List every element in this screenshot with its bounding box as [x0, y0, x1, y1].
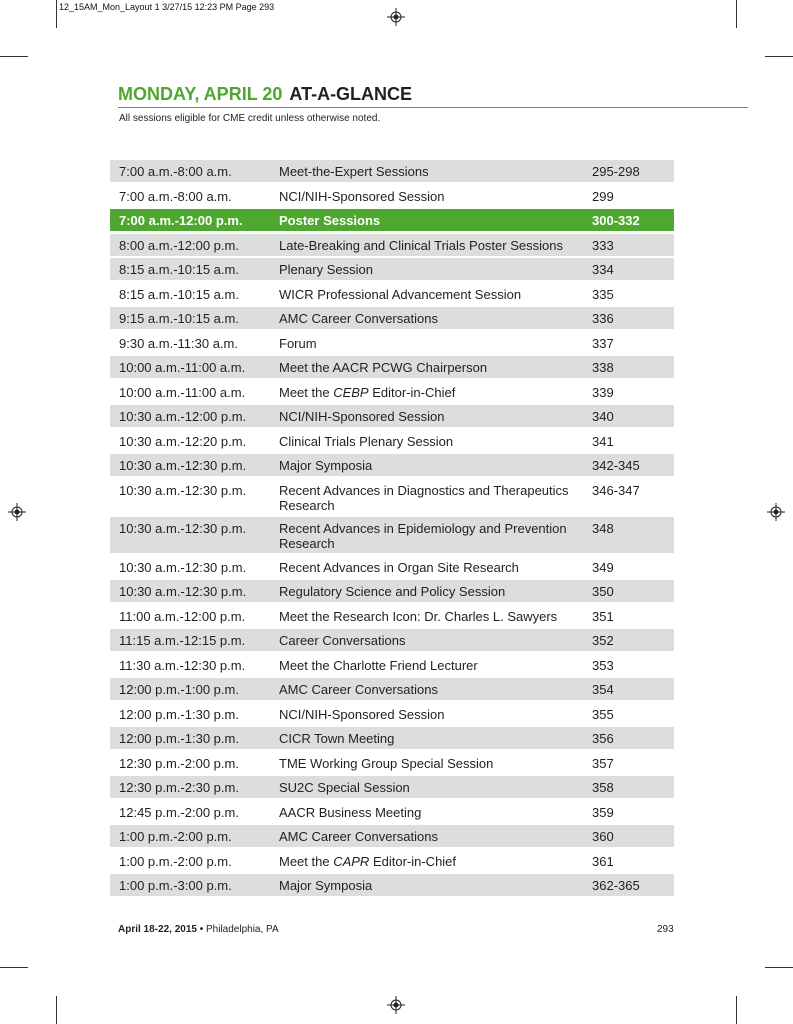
session-pages: 338: [592, 360, 614, 375]
session-time: 1:00 p.m.-2:00 p.m.: [119, 853, 232, 869]
session-title: AACR Business Meeting: [279, 804, 422, 820]
session-title: Major Symposia: [279, 878, 373, 893]
session-pages: 355: [592, 706, 614, 722]
crop-mark: [56, 0, 57, 28]
session-pages: 352: [592, 633, 614, 648]
session-time: 7:00 a.m.-12:00 p.m.: [119, 213, 243, 228]
table-row: [110, 727, 674, 749]
session-time: 10:30 a.m.-12:30 p.m.: [119, 482, 247, 498]
session-title-suffix: Editor-in-Chief: [368, 384, 456, 400]
session-time: 12:00 p.m.-1:30 p.m.: [119, 731, 239, 746]
table-row: [110, 381, 674, 403]
registration-mark-icon: [767, 503, 785, 521]
session-title: Poster Sessions: [279, 213, 381, 228]
session-time: 7:00 a.m.-8:00 a.m.: [119, 188, 232, 204]
session-time: 12:00 p.m.-1:30 p.m.: [119, 706, 239, 722]
table-row: [110, 678, 674, 700]
session-title: NCI/NIH-Sponsored Session: [279, 188, 445, 204]
table-row: [110, 258, 674, 280]
session-pages: 335: [592, 286, 614, 302]
table-row: [110, 430, 674, 452]
session-title: Career Conversations: [279, 633, 406, 648]
table-row: [110, 605, 674, 627]
table-row: [110, 283, 674, 305]
session-title: Plenary Session: [279, 262, 373, 277]
page-title-suffix: AT-A-GLANCE: [289, 84, 413, 104]
table-row: [110, 332, 674, 354]
crop-mark: [765, 967, 793, 968]
session-pages: 299: [592, 188, 614, 204]
session-title: Clinical Trials Plenary Session: [279, 433, 454, 449]
session-time: 11:30 a.m.-12:30 p.m.: [119, 657, 246, 673]
session-time: 12:30 p.m.-2:30 p.m.: [119, 780, 239, 795]
session-pages: 337: [592, 335, 614, 351]
session-title: CICR Town Meeting: [279, 731, 395, 746]
session-pages: 350: [592, 584, 614, 599]
session-pages: 346-347: [592, 482, 640, 498]
table-row: [110, 185, 674, 207]
session-title: AMC Career Conversations: [279, 311, 438, 326]
session-time: 10:30 a.m.-12:30 p.m.: [119, 458, 247, 473]
session-time: 10:00 a.m.-11:00 a.m.: [119, 384, 246, 400]
page-subtitle: All sessions eligible for CME credit unless otherwise noted.: [119, 113, 381, 124]
table-row: [110, 479, 674, 515]
session-title: [279, 854, 592, 869]
session-title: NCI/NIH-Sponsored Session: [279, 706, 445, 722]
registration-mark-icon: [8, 503, 26, 521]
table-row: [110, 307, 674, 329]
session-title: Recent Advances in Epidemiology and Prevention Research: [279, 521, 567, 551]
session-title: Late-Breaking and Clinical Trials Poster Sessions: [279, 237, 563, 253]
session-pages: 356: [592, 731, 614, 746]
session-time: 8:15 a.m.-10:15 a.m.: [119, 262, 239, 277]
session-time: 10:00 a.m.-11:00 a.m.: [119, 360, 246, 375]
session-time: 1:00 p.m.-2:00 p.m.: [119, 829, 232, 844]
crop-mark: [56, 996, 57, 1024]
session-pages: 295-298: [592, 164, 640, 179]
table-row: [110, 874, 674, 896]
session-title: Meet the AACR PCWG Chairperson: [279, 360, 488, 375]
session-time: 9:30 a.m.-11:30 a.m.: [119, 335, 238, 351]
session-title-journal: CEBP: [333, 384, 369, 400]
footer-bullet: •: [196, 924, 206, 935]
session-pages: 339: [592, 384, 614, 400]
session-time: 12:45 p.m.-2:00 p.m.: [119, 804, 239, 820]
session-title: Recent Advances in Organ Site Research: [279, 559, 519, 575]
session-pages: 348: [592, 521, 614, 536]
session-time: 10:30 a.m.-12:30 p.m.: [119, 559, 247, 575]
session-time: 1:00 p.m.-3:00 p.m.: [119, 878, 232, 893]
session-title: AMC Career Conversations: [279, 829, 438, 844]
session-pages: 342-345: [592, 458, 640, 473]
table-row: [110, 517, 674, 553]
session-pages: 353: [592, 657, 614, 673]
session-time: 9:15 a.m.-10:15 a.m.: [119, 311, 239, 326]
session-title: Meet the Charlotte Friend Lecturer: [279, 657, 478, 673]
crop-mark: [736, 0, 737, 28]
session-time: 10:30 a.m.-12:20 p.m.: [119, 433, 247, 449]
session-pages: 361: [592, 853, 614, 869]
session-title: Major Symposia: [279, 458, 373, 473]
session-pages: 351: [592, 608, 614, 624]
table-row: [110, 454, 674, 476]
session-pages: 349: [592, 559, 614, 575]
session-title: Meet-the-Expert Sessions: [279, 164, 429, 179]
session-title-prefix: Meet the: [279, 384, 334, 400]
session-pages: 300-332: [592, 213, 640, 228]
table-row: [110, 629, 674, 651]
session-time: 10:30 a.m.-12:30 p.m.: [119, 584, 247, 599]
session-time: 11:00 a.m.-12:00 p.m.: [119, 608, 246, 624]
session-title: [279, 385, 592, 400]
session-pages: 336: [592, 311, 614, 326]
table-row: [110, 752, 674, 774]
registration-mark-icon: [387, 996, 405, 1014]
session-time: 8:15 a.m.-10:15 a.m.: [119, 286, 239, 302]
table-row: [110, 580, 674, 602]
session-title: Meet the Research Icon: Dr. Charles L. Sawyers: [279, 608, 558, 624]
page-title: [118, 84, 412, 105]
session-pages: 333: [592, 237, 614, 253]
registration-mark-icon: [387, 8, 405, 26]
session-pages: 357: [592, 755, 614, 771]
session-time: 7:00 a.m.-8:00 a.m.: [119, 164, 232, 179]
session-time: 10:30 a.m.-12:30 p.m.: [119, 521, 247, 536]
footer-dates: April 18-22, 2015: [118, 924, 197, 935]
table-row: [110, 556, 674, 578]
session-pages: 341: [592, 433, 614, 449]
table-row: [110, 850, 674, 872]
session-time: 12:00 p.m.-1:00 p.m.: [119, 682, 239, 697]
table-row: [110, 801, 674, 823]
crop-mark: [0, 56, 28, 57]
session-pages: 360: [592, 829, 614, 844]
table-row: [110, 703, 674, 725]
session-title: Forum: [279, 335, 317, 351]
session-pages: 362-365: [592, 878, 640, 893]
session-pages: 334: [592, 262, 614, 277]
session-time: 8:00 a.m.-12:00 p.m.: [119, 237, 239, 253]
table-row: [110, 356, 674, 378]
session-title: Recent Advances in Diagnostics and Therapeutics Research: [279, 482, 569, 513]
schedule-table: [110, 160, 674, 899]
session-title-journal: CAPR: [333, 853, 370, 869]
footer-location: Philadelphia, PA: [206, 924, 279, 935]
crop-mark: [736, 996, 737, 1024]
table-row: [110, 160, 674, 182]
session-title: NCI/NIH-Sponsored Session: [279, 409, 445, 424]
print-slug: 12_15AM_Mon_Layout 1 3/27/15 12:23 PM Page 293: [59, 2, 275, 12]
title-divider: [118, 107, 748, 108]
table-row: [110, 776, 674, 798]
page-footer: [118, 924, 279, 935]
crop-mark: [0, 967, 28, 968]
session-time: 11:15 a.m.-12:15 p.m.: [119, 633, 246, 648]
table-row: [110, 405, 674, 427]
session-title-suffix: Editor-in-Chief: [369, 853, 457, 869]
session-time: 12:30 p.m.-2:00 p.m.: [119, 755, 239, 771]
session-time: 10:30 a.m.-12:00 p.m.: [119, 409, 247, 424]
session-pages: 354: [592, 682, 614, 697]
session-title: WICR Professional Advancement Session: [279, 286, 522, 302]
session-title-prefix: Meet the: [279, 853, 334, 869]
session-pages: 358: [592, 780, 614, 795]
page-number: 293: [657, 924, 674, 935]
session-title: Regulatory Science and Policy Session: [279, 584, 506, 599]
session-pages: 340: [592, 409, 614, 424]
session-title: SU2C Special Session: [279, 780, 410, 795]
table-row: [110, 234, 674, 256]
table-row: [110, 825, 674, 847]
table-row: [110, 209, 674, 231]
session-pages: 359: [592, 804, 614, 820]
table-row: [110, 654, 674, 676]
session-title: TME Working Group Special Session: [279, 755, 494, 771]
page-title-date: MONDAY, APRIL 20: [118, 84, 283, 104]
crop-mark: [765, 56, 793, 57]
session-title: AMC Career Conversations: [279, 682, 438, 697]
